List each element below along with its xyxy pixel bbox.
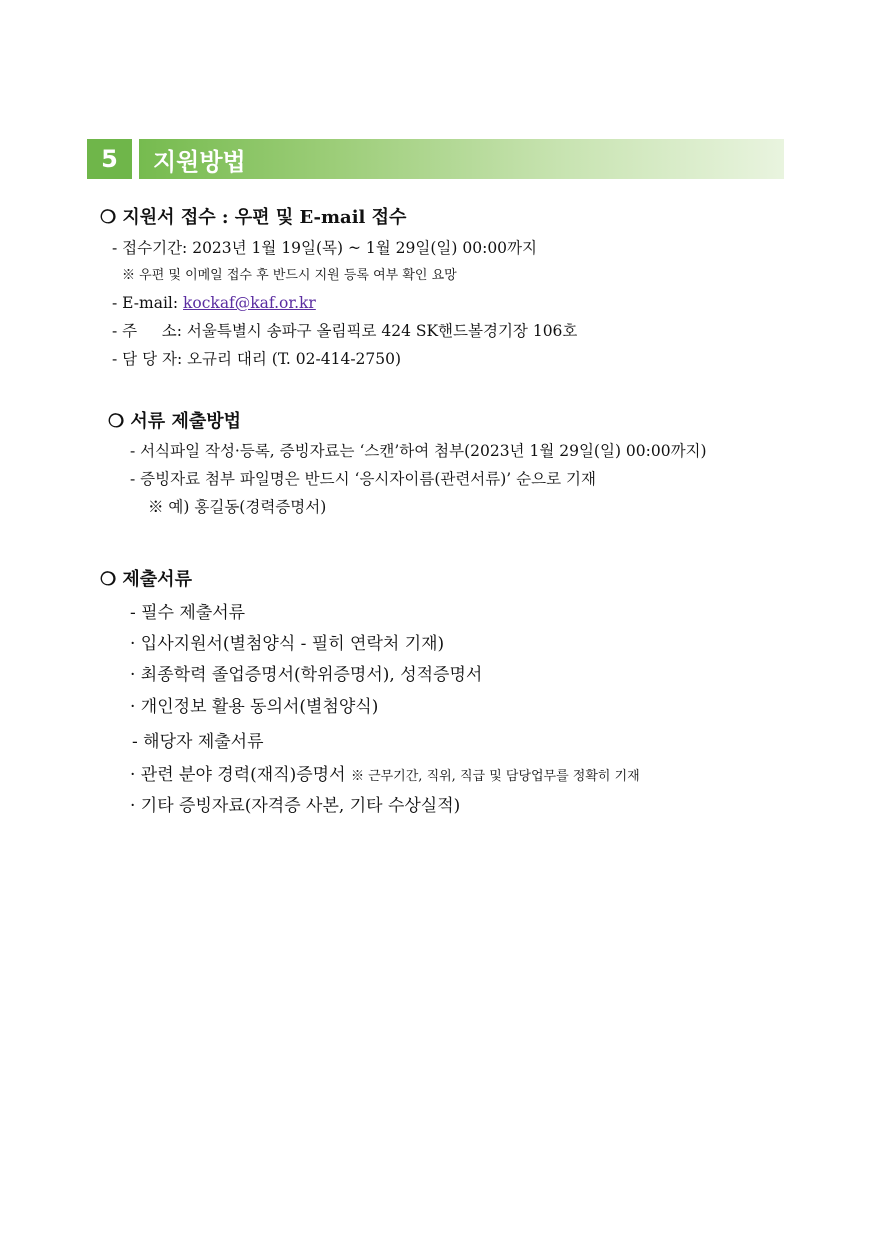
- section-number: 5: [87, 139, 132, 179]
- applicable-item-text: · 관련 분야 경력(재직)증명서: [130, 765, 346, 785]
- application-period: - 접수기간: 2023년 1월 19일(목) ~ 1월 29일(일) 00:00까지: [112, 239, 537, 257]
- submission-line-2: - 증빙자료 첨부 파일명은 반드시 ‘응시자이름(관련서류)’ 순으로 기재: [130, 470, 596, 488]
- required-title: - 필수 제출서류: [130, 603, 246, 623]
- required-item: · 최종학력 졸업증명서(학위증명서), 성적증명서: [130, 665, 483, 685]
- section-header: [87, 139, 784, 179]
- applicable-item-note: ※ 근무기간, 직위, 직급 및 담당업무를 정확히 기재: [350, 769, 640, 784]
- submission-line-1: - 서식파일 작성·등록, 증빙자료는 ‘스캔’하여 첨부(2023년 1월 29일(일) 00:00까지): [130, 442, 707, 460]
- submission-heading: ❍ 서류 제출방법: [108, 411, 241, 432]
- email-label: - E-mail:: [112, 294, 184, 312]
- required-item: · 개인정보 활용 동의서(별첨양식): [130, 697, 379, 717]
- submission-example: ※ 예) 홍길동(경력증명서): [148, 498, 327, 516]
- applicable-item: · 기타 증빙자료(자격증 사본, 기타 수상실적): [130, 796, 461, 816]
- section-title: 지원방법: [139, 139, 784, 179]
- documents-heading: ❍ 제출서류: [100, 569, 192, 590]
- application-contact: - 담 당 자: 오규리 대리 (T. 02-414-2750): [112, 350, 402, 368]
- required-item: · 입사지원서(별첨양식 - 필히 연락처 기재): [130, 634, 445, 654]
- email-link[interactable]: kockaf@kaf.or.kr: [183, 294, 316, 312]
- applicable-title: - 해당자 제출서류: [132, 732, 264, 752]
- application-note: ※ 우편 및 이메일 접수 후 반드시 지원 등록 여부 확인 요망: [122, 268, 457, 283]
- application-email-line: [112, 296, 316, 312]
- application-heading: ❍ 지원서 접수 : 우편 및 E-mail 접수: [100, 207, 407, 228]
- application-address: - 주 소: 서울특별시 송파구 올림픽로 424 SK핸드볼경기장 106호: [112, 322, 578, 340]
- applicable-item: [130, 767, 640, 784]
